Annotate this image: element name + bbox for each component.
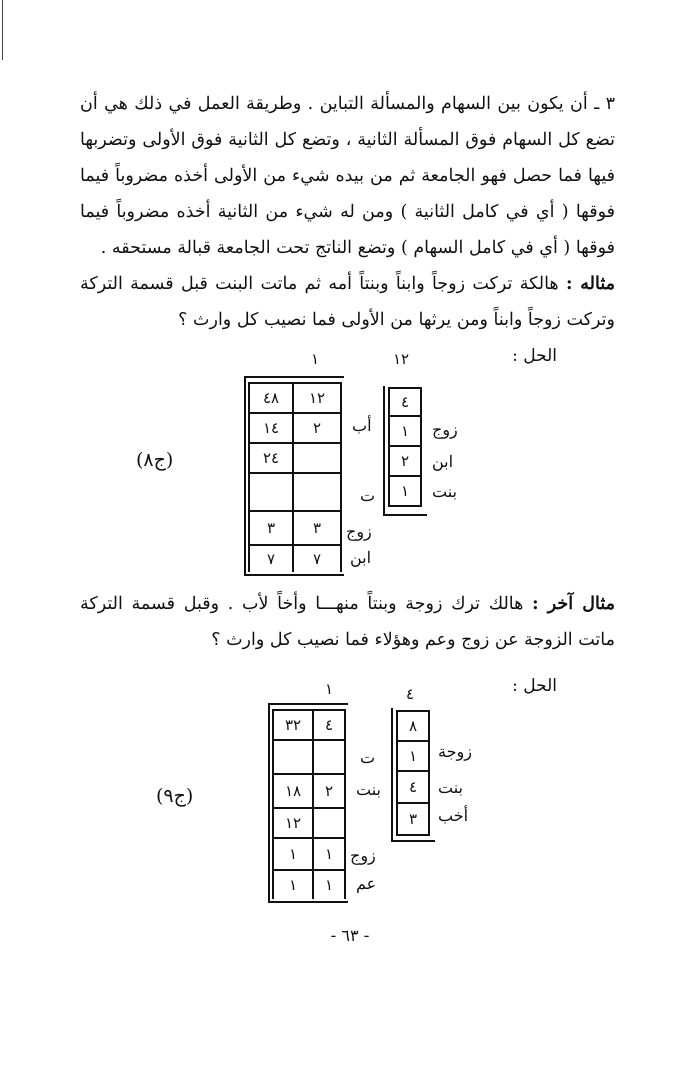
ex2-second-a-5: ١ (312, 871, 346, 899)
ex2-second-a-2: ٢ (312, 775, 346, 809)
ex1-second-b-4: ٣ (248, 512, 292, 546)
ex1-second-b-1: ١٤ (248, 414, 292, 444)
ex1-second-a-0: ١٢ (292, 384, 342, 414)
ex2-second-a-0: ٤ (312, 711, 346, 741)
ex2-second-b-1 (272, 741, 312, 775)
ex1-second-b-5: ٧ (248, 546, 292, 572)
page-edge-line (2, 0, 3, 60)
ex2-first-cell-3: ٣ (396, 804, 430, 836)
example-2-text: هالك ترك زوجة وبنتاً منهـــا وأخاً لأب . وقبل قسمة التركة ماتت الزوجة عن زوج وعم وهؤلاء فما نصيب كل وارث ؟ (80, 594, 615, 650)
example-1-solution-label: الحل : (512, 346, 557, 366)
ex1-second-a-4: ٣ (292, 512, 342, 546)
ex2-first-cell-1: ١ (396, 742, 430, 772)
ex2-heir-2: أخب (438, 806, 469, 825)
page-number: - ٦٣ - (330, 926, 370, 945)
ex1-first-cell-0: ٤ (388, 387, 422, 417)
ex2-top-right-number: ٤ (406, 685, 415, 703)
ex2-second-heir-1: ت (360, 748, 376, 767)
ex2-heir-1: بنت (438, 778, 463, 797)
example-2-label: مثال آخر : (532, 594, 615, 614)
example-1-label: مثاله : (565, 274, 615, 294)
ex1-top-right-number: ١٢ (393, 350, 410, 368)
ex1-top-left-number: ١ (311, 350, 320, 368)
paragraph-case-3: ٣ ـ أن يكون بين السهام والمسألة التباين . وطريقة العمل في ذلك هي أن تضع كل السهام فوق المسألة الثانية ، وتضع كل الثانية فوق الأولى وتضربها فيها فما حصل فهو الجامعة ثم من بيده شيء من الأولى أخذه مضروباً فيما فوقها ( أي في كامل الثانية ) ومن له شيء من الثانية أخذه مضروباً فيما فوقها ( أي في كامل السهام ) وتضع الناتج تحت الجامعة قبالة مستحقه . (80, 94, 615, 258)
ex2-second-b-5: ١ (272, 871, 312, 899)
example-2-solution-label: الحل : (512, 676, 557, 696)
ex1-case-tag: (ج٨) (136, 449, 174, 471)
ex1-second-heir-0: أب (352, 416, 372, 435)
ex2-first-cell-2: ٤ (396, 772, 430, 804)
ex2-second-b-3: ١٢ (272, 809, 312, 839)
ex2-second-a-4: ١ (312, 839, 346, 871)
ex1-second-b-2: ٢٤ (248, 444, 292, 474)
example-1-text: هالكة تركت زوجاً وابناً وبنتاً أمه ثم ماتت البنت قبل قسمة التركة وتركت زوجاً وابناً ومن يرثها من الأولى فما نصيب كل وارث ؟ (80, 274, 615, 330)
ex2-top-left-number: ١ (325, 680, 334, 698)
ex2-second-b-2: ١٨ (272, 775, 312, 809)
ex1-second-a-5: ٧ (292, 546, 342, 572)
ex1-heir-0: زوج (432, 420, 458, 439)
ex1-heir-2: بنت (432, 482, 457, 501)
ex1-second-heir-3: ت (360, 486, 376, 505)
ex1-second-a-3 (292, 474, 342, 512)
ex1-second-a-1: ٢ (292, 414, 342, 444)
ex2-second-b-0: ٣٢ (272, 711, 312, 741)
ex2-second-heir-2: بنت (356, 780, 381, 799)
ex1-second-b-3 (248, 474, 292, 512)
ex2-second-heir-5: عم (356, 874, 377, 893)
ex1-second-b-0: ٤٨ (248, 384, 292, 414)
ex1-heir-1: ابن (432, 452, 454, 471)
ex2-heir-0: زوجة (438, 742, 472, 761)
ex2-second-a-1 (312, 741, 346, 775)
ex2-second-a-3 (312, 809, 346, 839)
ex1-second-a-2 (292, 444, 342, 474)
ex1-first-cell-2: ٢ (388, 447, 422, 477)
ex2-second-heir-4: زوج (350, 846, 376, 865)
ex2-case-tag: (ج٩) (156, 785, 194, 807)
example-1-paragraph (80, 266, 615, 338)
ex1-second-heir-4: زوج (346, 522, 372, 541)
ex1-first-cell-3: ١ (388, 477, 422, 507)
ex1-second-heir-5: ابن (350, 548, 372, 567)
ex1-first-cell-1: ١ (388, 417, 422, 447)
example-2-paragraph (80, 586, 615, 658)
ex2-second-b-4: ١ (272, 839, 312, 871)
ex2-first-cell-0: ٨ (396, 710, 430, 742)
